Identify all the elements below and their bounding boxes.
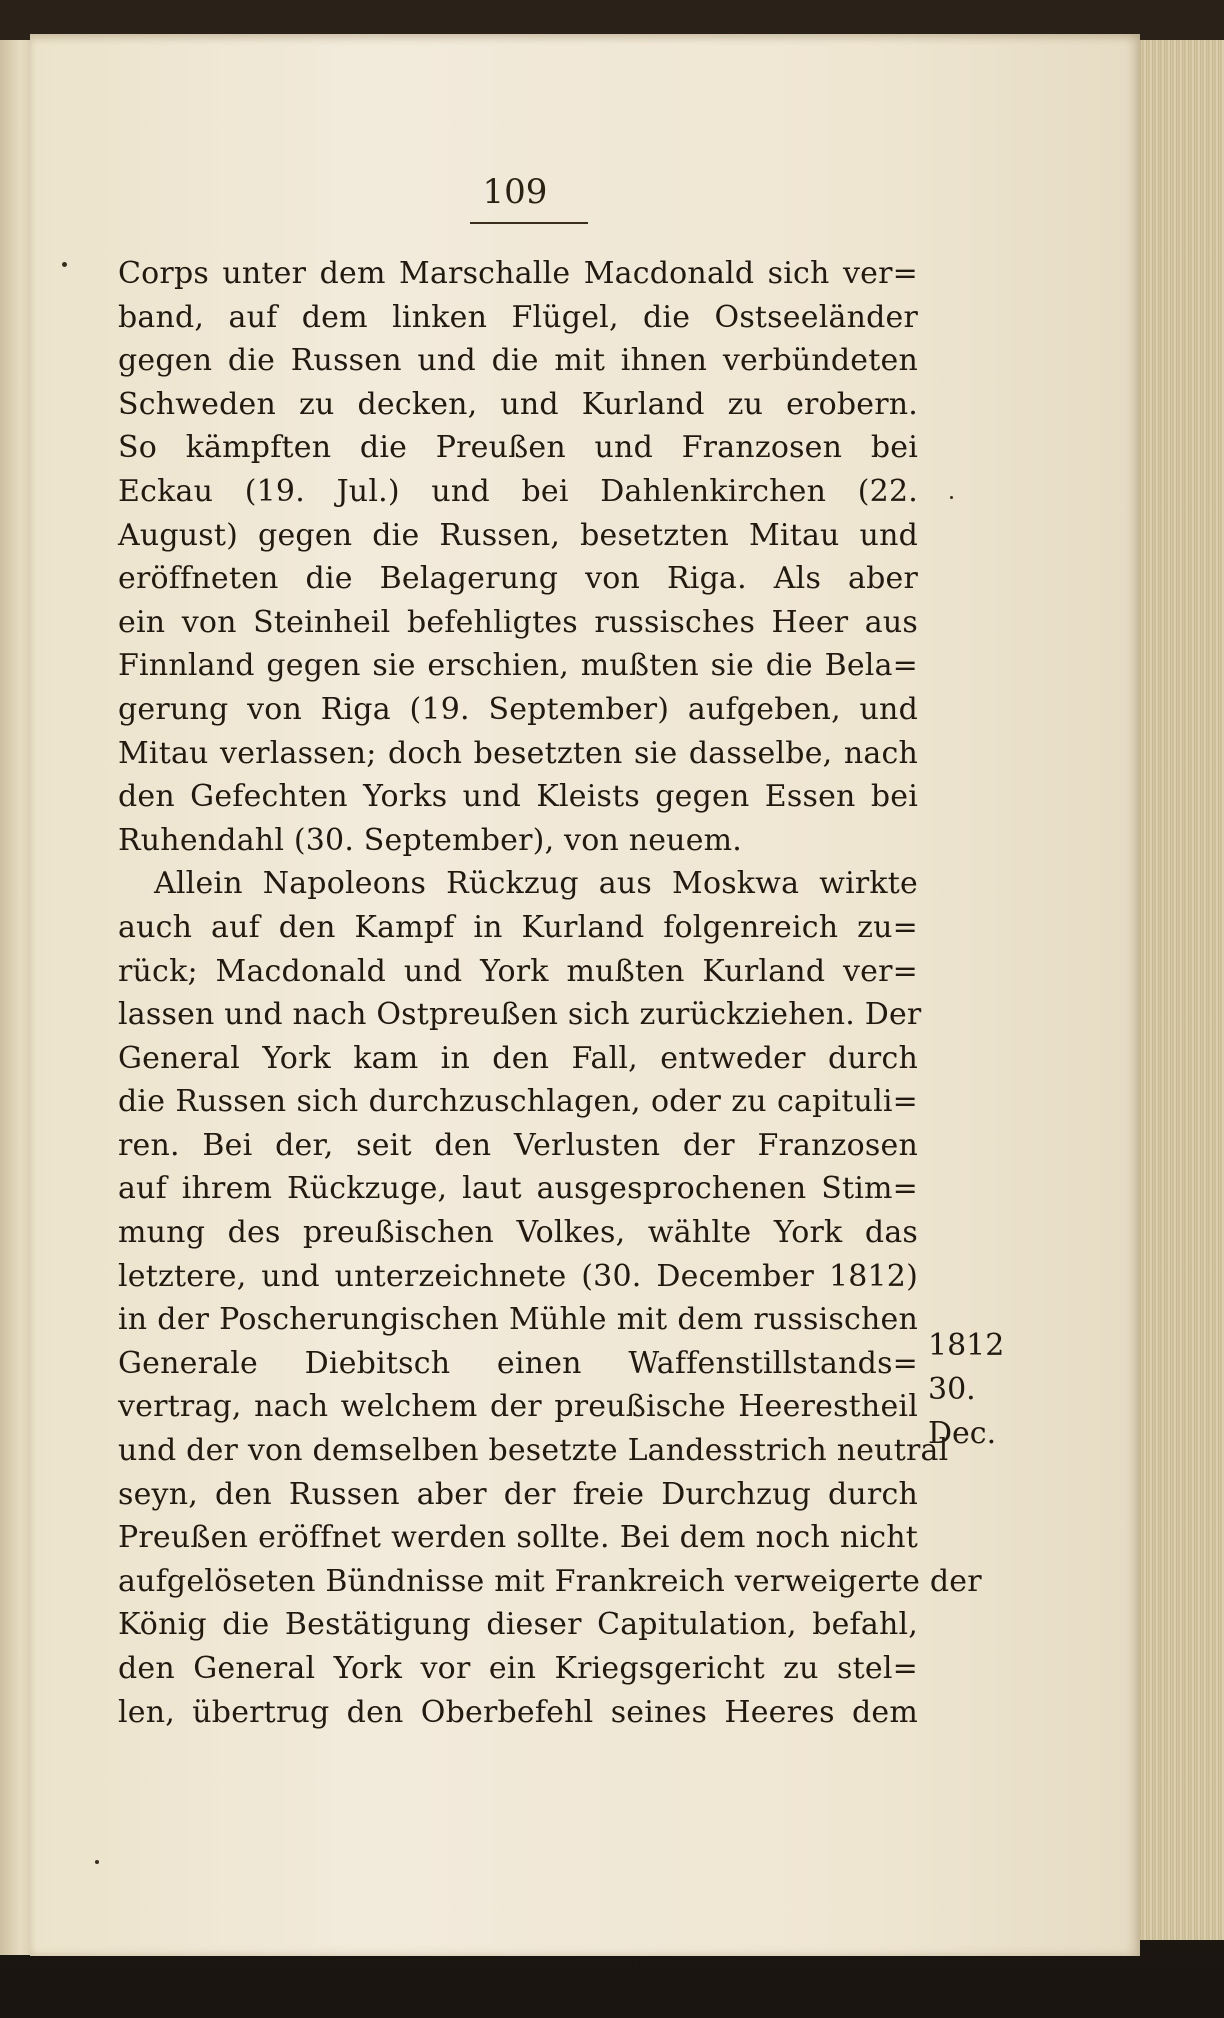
text-line: in der Poscherungischen Mühle mit dem russischen [118, 1302, 918, 1338]
ink-speck [62, 262, 67, 267]
page-number: 109 [482, 172, 548, 212]
ink-speck [95, 1860, 99, 1864]
text-line: den General York vor ein Kriegsgericht zu stel= [118, 1651, 918, 1686]
text-line: vertrag, nach welchem der preußische Heerestheil [118, 1389, 918, 1425]
text-line: auch auf den Kampf in Kurland folgenreich zu= [118, 909, 918, 945]
text-line: Generale Diebitsch einen Waffenstillstands= [118, 1345, 918, 1381]
text-line: Corps unter dem Marschalle Macdonald sich ver= [118, 256, 918, 291]
text-line: So kämpften die Preußen und Franzosen bei [118, 430, 918, 466]
text-line: letztere, und unterzeichnete (30. December 1812) [118, 1258, 918, 1294]
text-line: auf ihrem Rückzuge, laut ausgesprochenen Stim= [118, 1171, 918, 1207]
text-line: Finnland gegen sie erschien, mußten sie die Bela= [118, 648, 918, 684]
text-line: eröffneten die Belagerung von Riga. Als aber [118, 561, 918, 597]
text-line: Schweden zu decken, und Kurland zu erobern. [118, 386, 918, 422]
paragraph-1 [118, 252, 918, 862]
text-line: Ruhendahl (30. September), von neuem. [118, 822, 743, 858]
text-line: mung des preußischen Volkes, wählte York das [118, 1215, 918, 1251]
text-line: seyn, den Russen aber der freie Durchzug durch [118, 1476, 918, 1512]
body-text [118, 252, 982, 1734]
text-line: ren. Bei der, seit den Verlusten der Franzosen [118, 1127, 918, 1163]
text-line: rück; Macdonald und York mußten Kurland ver= [118, 953, 918, 989]
text-line: und der von demselben besetzte Landesstrich neutral [118, 1433, 949, 1469]
text-line: die Russen sich durchzuschlagen, oder zu capituli= [118, 1084, 918, 1120]
text-line: König die Bestätigung dieser Capitulation, befahl, [118, 1607, 918, 1643]
margin-note-day: 30. [928, 1372, 976, 1407]
book-page-edges [1134, 40, 1224, 1940]
ink-speck [950, 496, 953, 499]
text-line: band, auf dem linken Flügel, die Ostseeländer [118, 299, 918, 335]
text-line: Eckau (19. Jul.) und bei Dahlenkirchen (22. [118, 473, 918, 509]
text-line: Allein Napoleons Rückzug aus Moskwa wirkte [154, 866, 918, 902]
header-rule [470, 222, 588, 224]
text-line: Preußen eröffnet werden sollte. Bei dem noch nicht [118, 1520, 918, 1556]
text-line: aufgelöseten Bündnisse mit Frankreich verweigerte der [118, 1563, 982, 1599]
text-line: August) gegen die Russen, besetzten Mitau und [118, 517, 918, 553]
text-line: General York kam in den Fall, entweder durch [118, 1040, 918, 1076]
text-line: Mitau verlassen; doch besetzten sie dasselbe, nach [118, 735, 918, 771]
text-line: den Gefechten Yorks und Kleists gegen Essen bei [118, 779, 918, 815]
text-line: gegen die Russen und die mit ihnen verbündeten [118, 343, 918, 379]
text-line: ein von Steinheil befehligtes russisches Heer aus [118, 604, 918, 640]
text-line: gerung von Riga (19. September) aufgeben, und [118, 691, 918, 727]
margin-note-year: 1812 [928, 1328, 1005, 1363]
text-line: len, übertrug den Oberbefehl seines Heeres dem [118, 1694, 918, 1730]
text-line: lassen und nach Ostpreußen sich zurückziehen. Der [118, 997, 922, 1033]
margin-note-date [928, 1324, 1008, 1456]
paragraph-2 [118, 862, 982, 1734]
margin-note-month: Dec. [928, 1416, 997, 1451]
